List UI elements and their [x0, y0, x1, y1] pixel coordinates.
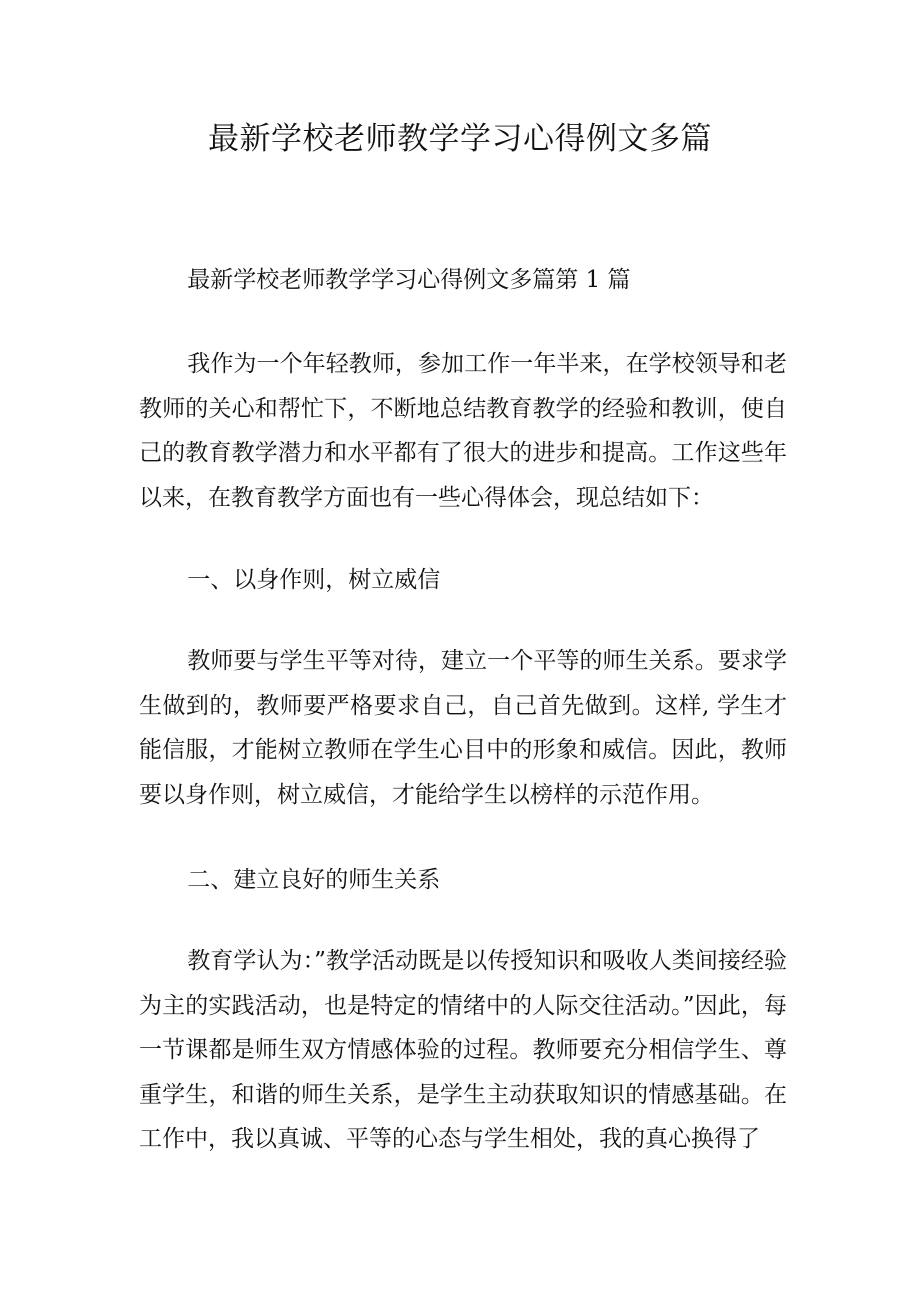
section-subtitle: 最新学校老师教学学习心得例文多篇第 1 篇 [187, 267, 631, 293]
paragraph-intro: 我作为一个年轻教师，参加工作一年半来，在学校领导和老教师的关心和帮忙下，不断地总结教育教学的经验和教训，使自己的教育教学潜力和水平都有了很大的进步和提高。工作这些年以来，在教育教学方面也有一些心得体会，现总结如下： [139, 351, 787, 511]
paragraph-lead-by-example: 教师要与学生平等对待，建立一个平等的师生关系。要求学生做到的，教师要严格要求自己，自己首先做到。这样, 学生才能信服，才能树立教师在学生心目中的形象和威信。因此，教师要以身作则，树立威信，才能给学生以榜样的示范作用。 [139, 648, 787, 808]
document-title: 最新学校老师教学学习心得例文多篇 [208, 121, 712, 157]
section-heading-2: 二、建立良好的师生关系 [187, 867, 441, 893]
section-heading-1: 一、以身作则，树立威信 [187, 567, 441, 593]
paragraph-teacher-student-relationship: 教育学认为：”教学活动既是以传授知识和吸收人类间接经验为主的实践活动，也是特定的情绪中的人际交往活动。”因此，每一节课都是师生双方情感体验的过程。教师要充分相信学生、尊重学生，和谐的师生关系，是学生主动获取知识的情感基础。在工作中，我以真诚、平等的心态与学生相处，我的真心换得了 [139, 948, 787, 1152]
